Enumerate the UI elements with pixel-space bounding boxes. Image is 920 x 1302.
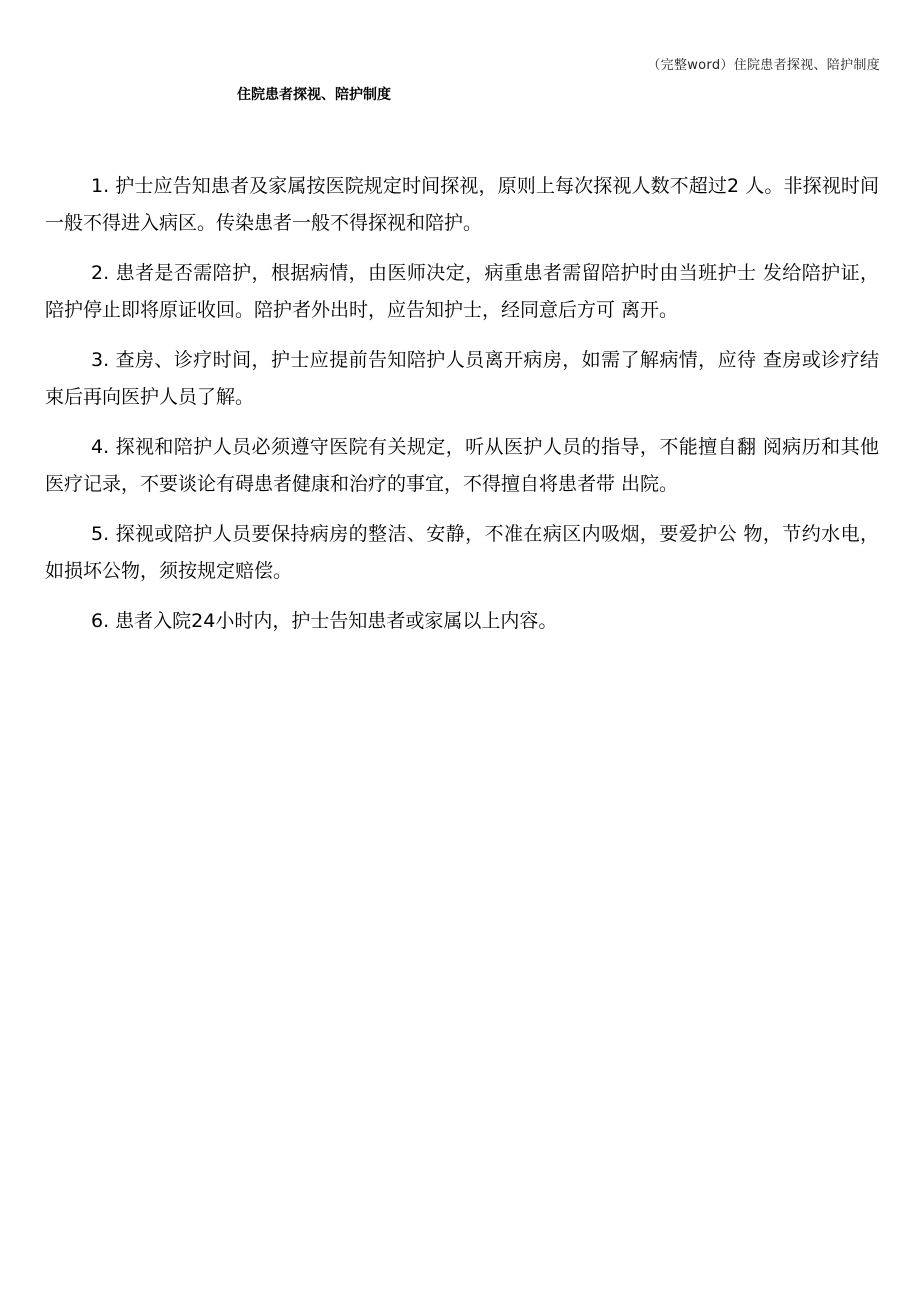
rule-item-5: 5. 探视或陪护人员要保持病房的整洁、安静，不准在病区内吸烟，要爱护公 物，节约水电，如损坏公物，须按规定赔偿。 [45, 523, 879, 582]
rules-list [45, 168, 879, 653]
document-title: 住院患者探视、陪护制度 [237, 87, 391, 103]
rule-item-6: 6. 患者入院24小时内，护士告知患者或家属以上内容。 [91, 610, 558, 632]
rule-item-3: 3. 查房、诊疗时间，护士应提前告知陪护人员离开病房，如需了解病情，应待 查房或诊疗结束后再向医护人员了解。 [45, 349, 879, 408]
rule-item-2: 2. 患者是否需陪护，根据病情，由医师决定，病重患者需留陪护时由当班护士 发给陪护证，陪护停止即将原证收回。陪护者外出时，应告知护士，经同意后方可 离开。 [45, 262, 879, 321]
header-note: （完整word）住院患者探视、陪护制度 [647, 58, 880, 73]
rule-item-4: 4. 探视和陪护人员必须遵守医院有关规定，听从医护人员的指导，不能擅自翻 阅病历和其他医疗记录，不要谈论有碍患者健康和治疗的事宜，不得擅自将患者带 出院。 [45, 436, 879, 495]
rule-item-1: 1. 护士应告知患者及家属按医院规定时间探视，原则上每次探视人数不超过2 人。非探视时间一般不得进入病区。传染患者一般不得探视和陪护。 [45, 175, 879, 234]
